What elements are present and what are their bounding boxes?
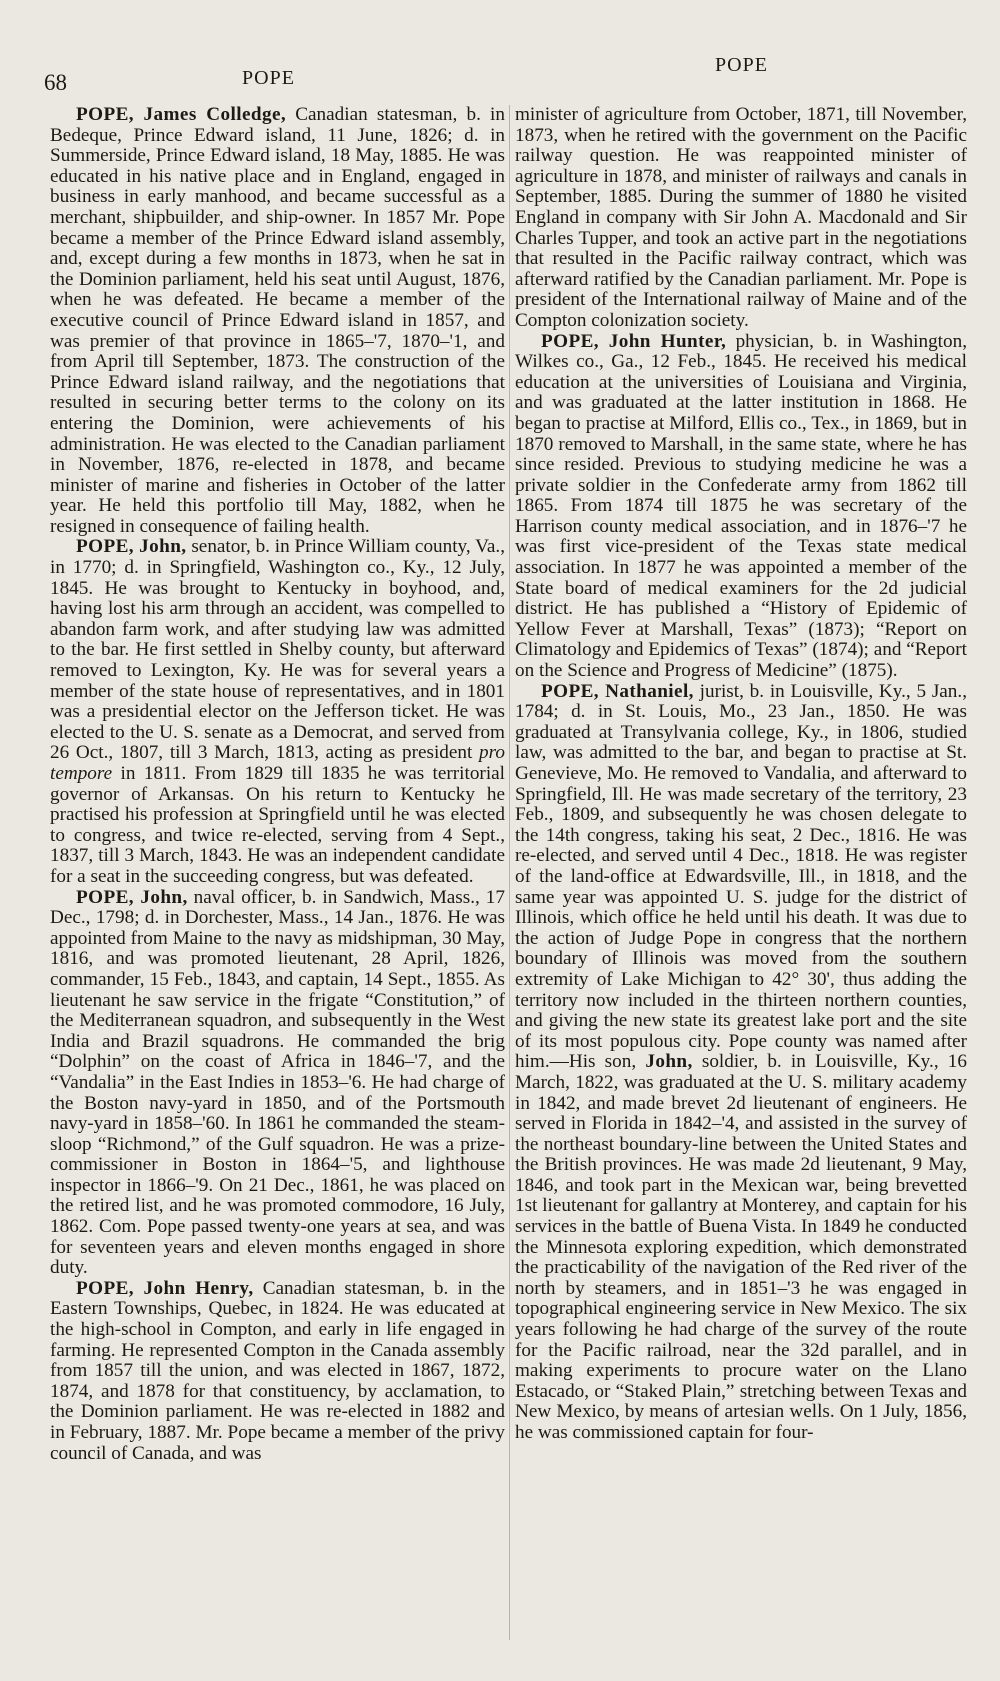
entry-text: naval officer, b. in Sandwich, Mass., 17 Dec., 1798; d. in Dorchester, Mass., 14 Jan., 1876. He was appointed from Maine to the navy as midshipman, 30 May, 1816, and was promoted lieutenant, 28 April, 1826, commander, 15 Feb., 1843, and captain, 14 Sept., 1855. As lieutenant he saw service in the frigate “Constitution,” of the Mediterranean squadron, and subsequently in the West India and Brazil squadrons. He commanded the brig “Dolphin” on the coast of Africa in 1846–'7, and the “Vandalia” in the East Indies in 1853–'6. He had charge of the Boston navy-yard in 1850, and of the Portsmouth navy-yard in 1858–'60. In 1861 he commanded the steam-sloop “Richmond,” of the Gulf squadron. He was a prize-commissioner in Boston in 1864–'5, and lighthouse inspector in 1866–'9. On 21 Dec., 1861, he was placed on the retired list, and he was promoted commodore, 16 July, 1862. Com. Pope passed twenty-one years at sea, and was for seventeen years and eleven months engaged in shore duty. <box>50 886 505 1279</box>
entry-heading: POPE, John Hunter, <box>541 330 727 352</box>
entry-heading: POPE, Nathaniel, <box>541 680 694 702</box>
entry-heading: POPE, John, <box>76 536 187 558</box>
entry-text: senator, b. in Prince William county, Va., in 1770; d. in Springfield, Washington co., Ky., 12 July, 1845. He was brought to Kentucky in boyhood, and, having lost his arm through an accident, was compelled to abandon farm work, and after studying law was admitted to the bar. He first settled in Shelby county, but afterward removed to Lexington, Ky. He was for several years a member of the state house of representatives, and in 1801 was a presidential elector on the Jefferson ticket. He was elected to the U. S. senate as a Democrat, and served from 26 Oct., 1807, till 3 March, 1813, acting as president <box>50 536 506 764</box>
right-column <box>515 105 967 1444</box>
entry-italic-text: pro tempore <box>50 742 505 784</box>
entry-john-henry-pope <box>50 1279 505 1464</box>
entry-heading: POPE, John, <box>76 886 188 908</box>
entry-subheading: John, <box>645 1051 693 1073</box>
entry-text: physician, b. in Washington, Wilkes co., Ga., 12 Feb., 1845. He received his medical education at the universities of Louisiana and Virginia, and was graduated at the latter institution in 1868. He began to practise at Milford, Ellis co., Tex., in 1869, but in 1870 removed to Marshall, in the same state, where he has since resided. Previous to studying medicine he was a private soldier in the Confederate army from 1862 till 1865. From 1874 till 1875 he was secretary of the Harrison county medical association, and in 1876–'7 he was first vice-president of the Texas state medical association. In 1877 he was appointed a member of the State board of medical examiners for the 2d judicial district. He has published a “History of Epidemic of Yellow Fever at Marshall, Texas” (1873); “Report on Climatology and Epidemics of Texas” (1874); and “Report on the Science and Progress of Medicine” (1875). <box>515 330 967 682</box>
entry-text: soldier, b. in Louisville, Ky., 16 March, 1822, was graduated at the U. S. military academy in 1842, and made brevet 2d lieutenant of engineers. He served in Florida in 1842–'4, and assisted in the survey of the northeast boundary-line between the United States and the British provinces. He was made 2d lieutenant, 9 May, 1846, and took part in the Mexican war, being brevetted 1st lieutenant for gallantry at Monterey, and captain for his services in the battle of Buena Vista. In 1849 he conducted the Minnesota exploring expedition, which demonstrated the practicability of the navigation of the Red river of the north by steamers, and in 1851–'3 he was engaged in topographical engineering service in New Mexico. The six years following he had charge of the survey of the route for the Pacific railroad, near the 32d parallel, and in making experiments to procure water on the Llano Estacado, or “Staked Plain,” stretching between Texas and New Mexico, by means of artesian wells. On 1 July, 1856, he was commissioned captain for four- <box>515 1051 967 1443</box>
entry-text: Canadian statesman, b. in the Eastern Townships, Quebec, in 1824. He was educated at the high-school in Compton, and early in life engaged in farming. He represented Compton in the Canada assembly from 1857 till the union, and was elected in 1867, 1872, 1874, and 1878 for that constituency, by acclamation, to the Dominion parliament. He was re-elected in 1882 and in February, 1887. Mr. Pope became a member of the privy council of Canada, and was <box>50 1277 505 1464</box>
entry-text: jurist, b. in Louisville, Ky., 5 Jan., 1784; d. in St. Louis, Mo., 23 Jan., 1850. He was graduated at Transylvania college, Ky., in 1806, studied law, was admitted to the bar, and began to practise at St. Genevieve, Mo. He removed to Vandalia, and afterward to Springfield, Ill. He was made secretary of the territory, 23 Feb., 1809, and subsequently he was chosen delegate to the 14th congress, taking his seat, 2 Dec., 1816. He was re-elected, and served until 4 Dec., 1818. He was register of the land-office at Edwardsville, Ill., in 1818, and the same year was appointed U. S. judge for the district of Illinois, which office he held until his death. It was due to the action of Judge Pope in congress that the northern boundary of Illinois was moved from the southern extremity of Lake Michigan to 42° 30', thus adding the territory now included in the thirteen northern counties, and giving the new state its greatest lake port and the site of its most populous city. Pope county was named after him.—His son, <box>515 680 967 1073</box>
running-head-left: POPE <box>242 67 295 89</box>
entry-text: in 1811. From 1829 till 1835 he was territorial governor of Arkansas. On his return to Kentucky he practised his profession at Springfield until he was elected to congress, and twice re-elected, serving from 4 Sept., 1837, till 3 March, 1843. He was an independent candidate for a seat in the succeeding congress, but was defeated. <box>50 763 505 887</box>
page-number: 68 <box>44 70 67 95</box>
entry-heading: POPE, James Colledge, <box>76 104 287 125</box>
entry-john-hunter-pope <box>515 332 967 682</box>
left-column <box>50 105 505 1464</box>
column-divider <box>509 105 510 1640</box>
running-head-right: POPE <box>715 54 768 76</box>
entry-james-colledge-pope <box>50 105 505 537</box>
entry-text: Canadian statesman, b. in Bedeque, Prince Edward island, 11 June, 1826; d. in Summerside, Prince Edward island, 18 May, 1885. He was educated in his native place and in England, engaged in business in early manhood, and became successful as a merchant, shipbuilder, and ship-owner. In 1857 Mr. Pope became a member of the Prince Edward island assembly, and, except during a few months in 1873, when he sat in the Dominion parliament, held his seat until August, 1876, when he was defeated. He became a member of the executive council of Prince Edward island in 1857, and was premier of that province in 1865–'7, 1870–'1, and from April till September, 1873. The construction of the Prince Edward island railway, and the negotiations that resulted in securing better terms to the colony on its entering the Dominion, were achievements of his administration. He was elected to the Canadian parliament in November, 1876, re-elected in 1878, and became minister of marine and fisheries in October of the latter year. He held this portfolio till May, 1882, when he resigned in consequence of failing health. <box>50 104 505 537</box>
entry-john-pope-senator <box>50 537 505 887</box>
entry-john-pope-naval-officer <box>50 888 505 1279</box>
entry-heading: POPE, John Henry, <box>76 1277 254 1299</box>
entry-nathaniel-pope <box>515 682 967 1444</box>
entry-continuation: minister of agriculture from October, 1871, till November, 1873, when he retired with the government on the Pacific railway question. He was reappointed minister of agriculture in 1878, and minister of railways and canals in September, 1885. During the summer of 1880 he visited England in company with Sir John A. Macdonald and Sir Charles Tupper, and took an active part in the negotiations that resulted in the Pacific railway contract, which was afterward ratified by the Canadian parliament. Mr. Pope is president of the International railway of Maine and of the Compton colonization society. <box>515 104 967 331</box>
